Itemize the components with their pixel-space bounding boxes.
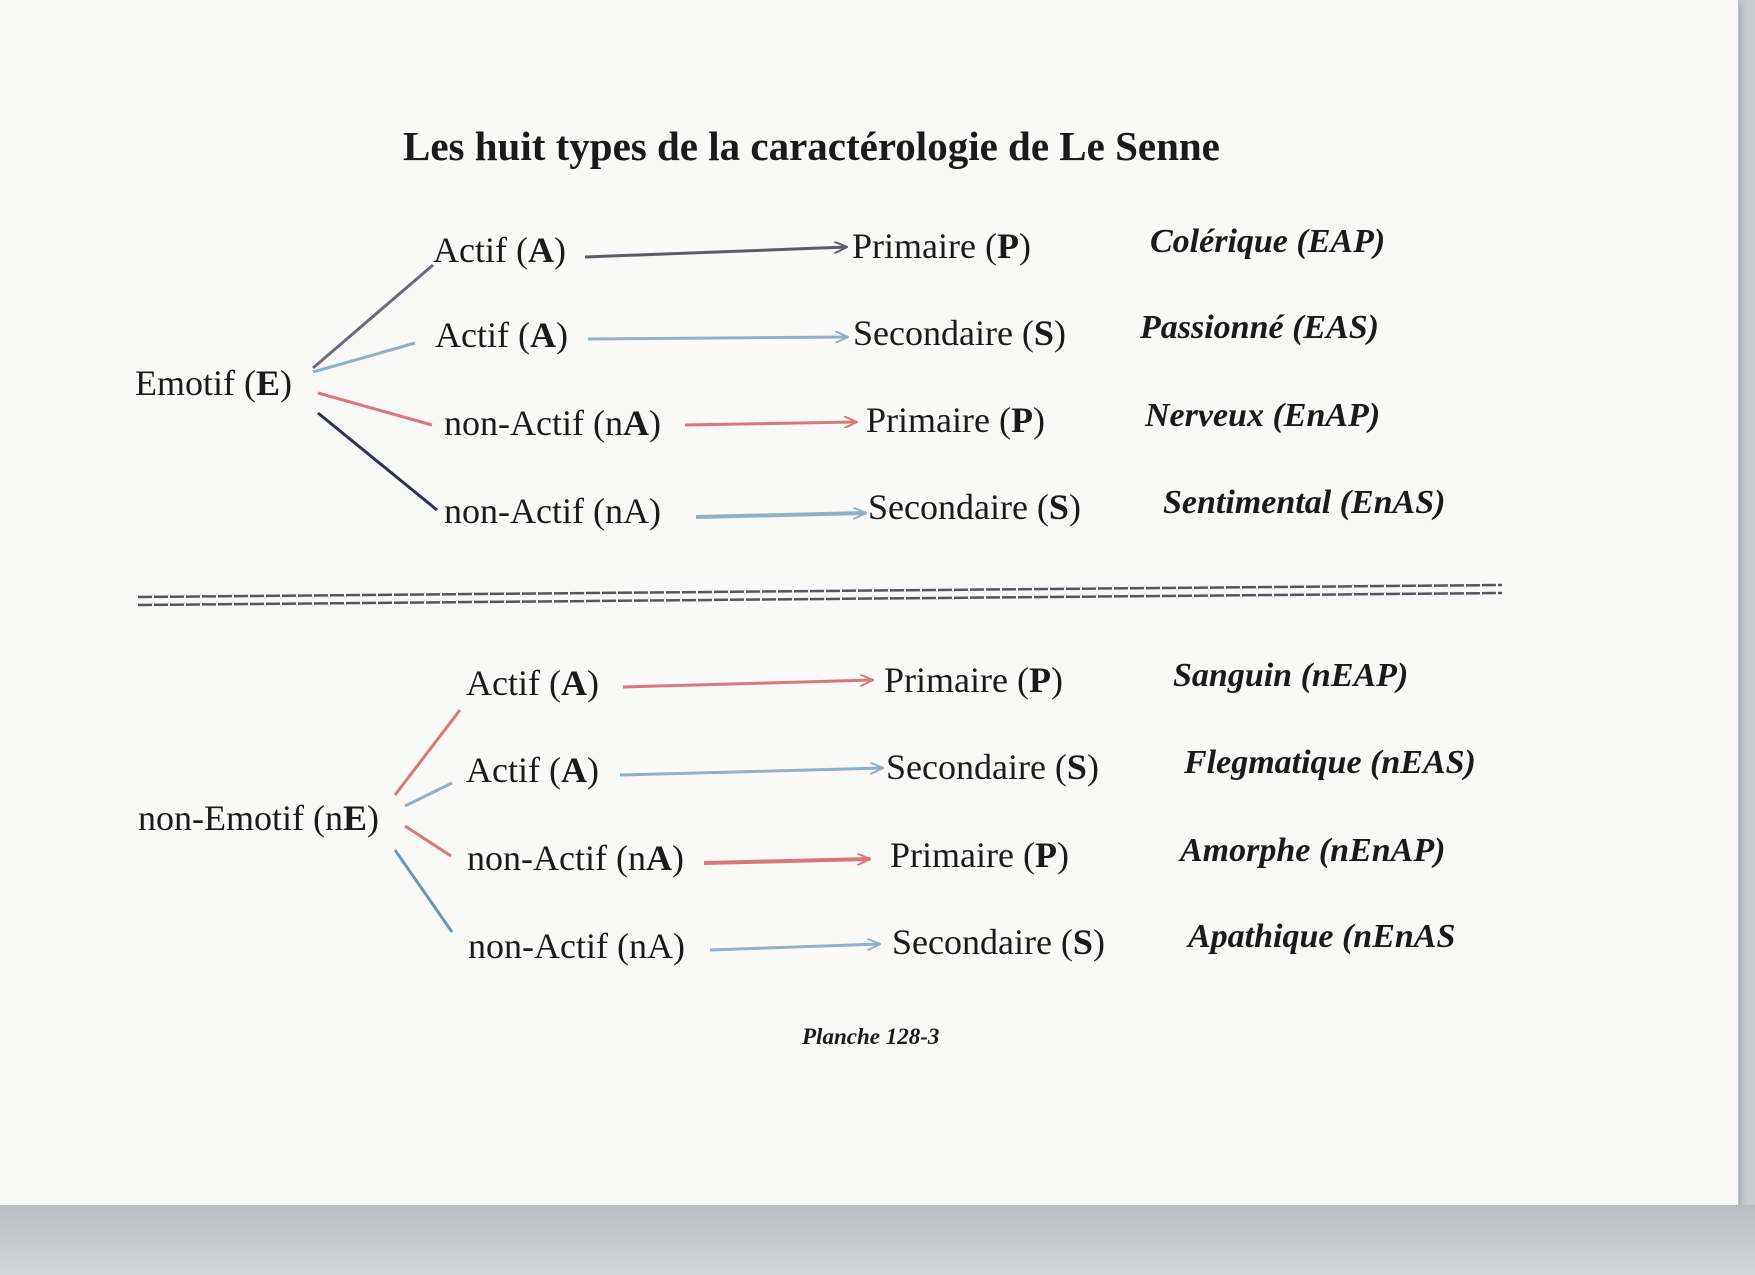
branch-label: non-Actif (nA) xyxy=(468,926,685,966)
character-type: Nerveux (EnAP) xyxy=(1145,397,1381,434)
character-type: Passionné (EAS) xyxy=(1140,309,1379,346)
character-type: Amorphe (nEnAP) xyxy=(1180,832,1446,869)
character-type: Flegmatique (nEAS) xyxy=(1184,744,1476,781)
branch-line-nonemotif-nonactif-2 xyxy=(395,850,452,932)
branch-line-nonemotif-nonactif-1 xyxy=(405,826,451,856)
arrow-5 xyxy=(623,680,873,687)
arrow-3 xyxy=(685,422,857,425)
arrow-2 xyxy=(588,337,848,339)
branch-line-nonemotif-actif-2 xyxy=(405,783,452,806)
result-label: Secondaire (S) xyxy=(892,922,1105,962)
diagram-title: Les huit types de la caractérologie de Le Senne xyxy=(403,123,1220,169)
root-label-nonemotif: non-Emotif (nE) xyxy=(138,798,379,838)
plate-caption: Planche 128-3 xyxy=(802,1024,940,1049)
arrow-7 xyxy=(704,859,870,863)
branch-label: non-Actif (nA) xyxy=(444,403,661,443)
branch-label: non-Actif (nA) xyxy=(444,491,661,531)
branch-line-emotif-nonactif-1 xyxy=(318,393,432,425)
result-label: Primaire (P) xyxy=(884,660,1063,700)
result-label: Primaire (P) xyxy=(866,400,1045,440)
character-type: Colérique (EAP) xyxy=(1150,223,1386,260)
character-type: Apathique (nEnAS xyxy=(1188,918,1456,955)
result-label: Primaire (P) xyxy=(890,835,1069,875)
branch-line-emotif-actif-2 xyxy=(313,343,415,372)
root-label-emotif: Emotif (E) xyxy=(135,363,292,403)
arrow-1 xyxy=(585,247,847,257)
result-label: Secondaire (S) xyxy=(853,313,1066,353)
arrow-6 xyxy=(620,768,883,775)
branch-label: Actif (A) xyxy=(435,315,568,355)
branch-label: Actif (A) xyxy=(466,663,599,703)
branch-line-emotif-nonactif-2 xyxy=(318,413,437,510)
branch-line-emotif-actif-1 xyxy=(313,265,433,368)
result-label: Secondaire (S) xyxy=(886,747,1099,787)
character-type: Sanguin (nEAP) xyxy=(1173,657,1409,694)
result-label: Secondaire (S) xyxy=(868,487,1081,527)
arrow-8 xyxy=(710,944,880,950)
branch-label: Actif (A) xyxy=(466,750,599,790)
character-type: Sentimental (EnAS) xyxy=(1163,484,1446,521)
arrow-4 xyxy=(696,513,866,517)
branch-label: non-Actif (nA) xyxy=(467,838,684,878)
branch-label: Actif (A) xyxy=(433,230,566,270)
result-label: Primaire (P) xyxy=(852,226,1031,266)
